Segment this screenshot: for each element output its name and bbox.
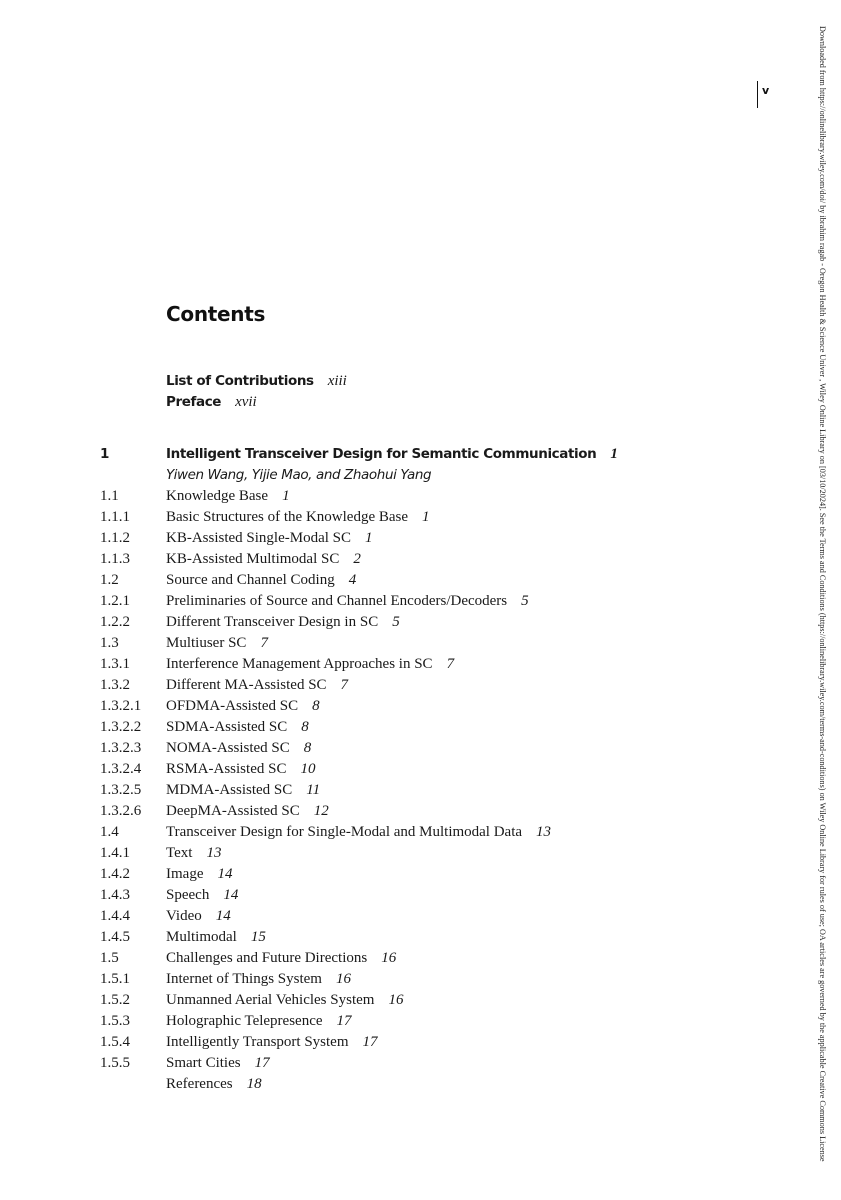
- section-number: 1.5.2: [100, 992, 130, 1008]
- toc-entry[interactable]: [100, 801, 720, 822]
- entry-page: xvii: [235, 394, 257, 410]
- section-title: SDMA-Assisted SC: [166, 719, 288, 735]
- section-title: Multiuser SC: [166, 635, 247, 651]
- section-number: 1.1.1: [100, 509, 130, 525]
- section-number: 1.2.1: [100, 593, 130, 609]
- section-number: 1.3.1: [100, 656, 130, 672]
- section-title: Transceiver Design for Single-Modal and Multimodal Data: [166, 824, 523, 840]
- toc-entry[interactable]: [100, 990, 720, 1011]
- section-number: 1.4.3: [100, 887, 130, 903]
- section-page: 4: [348, 572, 357, 588]
- toc-entry[interactable]: [100, 822, 720, 843]
- section-number: 1.3: [100, 635, 119, 651]
- section-title: Knowledge Base: [166, 488, 269, 504]
- table-of-contents: [100, 444, 720, 1095]
- page-number: v: [762, 84, 770, 97]
- entry-title: List of Contributions: [166, 373, 314, 389]
- toc-entry[interactable]: [100, 633, 720, 654]
- toc-entry[interactable]: [100, 696, 720, 717]
- toc-entry[interactable]: [100, 1032, 720, 1053]
- section-number: 1.1.2: [100, 530, 130, 546]
- section-number: 1.2.2: [100, 614, 130, 630]
- section-title: Holographic Telepresence: [166, 1013, 323, 1029]
- section-number: 1.3.2.6: [100, 803, 142, 819]
- page-number-rule: [757, 81, 758, 108]
- toc-entry[interactable]: [100, 969, 720, 990]
- toc-entry[interactable]: [100, 507, 720, 528]
- section-title: NOMA-Assisted SC: [166, 740, 290, 756]
- section-page: 1: [365, 530, 373, 546]
- chapter-title: Intelligent Transceiver Design for Semantic Communication: [166, 446, 597, 462]
- section-title: OFDMA-Assisted SC: [166, 698, 299, 714]
- section-page: 7: [260, 635, 268, 651]
- toc-entry[interactable]: [100, 675, 720, 696]
- section-number: 1.3.2: [100, 677, 130, 693]
- section-page: 17: [254, 1055, 270, 1071]
- section-list: [100, 486, 720, 1095]
- section-page: 2: [353, 551, 361, 567]
- toc-entry[interactable]: [100, 780, 720, 801]
- section-page: 12: [313, 803, 329, 819]
- section-page: 8: [312, 698, 320, 714]
- section-page: 7: [340, 677, 349, 693]
- section-title: DeepMA-Assisted SC: [166, 803, 300, 819]
- section-page: 1: [282, 488, 290, 504]
- toc-entry[interactable]: [100, 1074, 720, 1095]
- section-page: 17: [362, 1034, 378, 1050]
- section-page: 5: [521, 593, 529, 609]
- toc-entry[interactable]: [100, 948, 720, 969]
- section-page: 10: [300, 761, 316, 777]
- toc-entry[interactable]: [100, 927, 720, 948]
- toc-entry[interactable]: [100, 843, 720, 864]
- toc-entry-front-matter[interactable]: [166, 390, 347, 411]
- section-page: 8: [301, 719, 309, 735]
- section-title: Different Transceiver Design in SC: [166, 614, 379, 630]
- section-number: 1.4.5: [100, 929, 130, 945]
- section-title: Video: [166, 908, 202, 924]
- section-number: 1.5: [100, 950, 119, 966]
- chapter-page: 1: [610, 446, 618, 462]
- section-page: 16: [381, 950, 397, 966]
- section-page: 14: [217, 866, 233, 882]
- toc-entry[interactable]: [100, 591, 720, 612]
- section-page: 16: [388, 992, 404, 1008]
- section-number: 1.3.2.2: [100, 719, 142, 735]
- toc-entry[interactable]: [100, 717, 720, 738]
- section-title: Interference Management Approaches in SC: [166, 656, 433, 672]
- chapter-number: 1: [100, 446, 110, 462]
- toc-entry[interactable]: [100, 864, 720, 885]
- section-number: 1.5.4: [100, 1034, 130, 1050]
- section-title: Image: [166, 866, 204, 882]
- section-page: 18: [246, 1076, 262, 1092]
- entry-title: Preface: [166, 394, 222, 410]
- toc-entry[interactable]: [100, 759, 720, 780]
- toc-entry[interactable]: [100, 906, 720, 927]
- download-notice: Downloaded from https://onlinelibrary.wiley.com/doi/ by ibrahim ragab - Oregon Health & Science Univer , Wiley Online Library on [03/10/2024]. See the Terms and Conditions (https://onlinelibrary.wiley.com/terms-and-conditions) on Wiley Online Library for rules of use; OA articles are governed by the applicable Creative Commons License: [818, 26, 827, 1162]
- section-number: 1.5.5: [100, 1055, 130, 1071]
- section-title: Unmanned Aerial Vehicles System: [166, 992, 375, 1008]
- section-number: 1.5.3: [100, 1013, 130, 1029]
- section-page: 7: [446, 656, 455, 672]
- section-title: Preliminaries of Source and Channel Encoders/Decoders: [166, 593, 508, 609]
- toc-entry[interactable]: [100, 738, 720, 759]
- section-page: 13: [536, 824, 552, 840]
- chapter-authors: Yiwen Wang, Yijie Mao, and Zhaohui Yang: [166, 467, 432, 483]
- toc-entry-chapter[interactable]: [100, 444, 720, 465]
- section-number: 1.3.2.5: [100, 782, 142, 798]
- section-page: 1: [422, 509, 430, 525]
- toc-entry[interactable]: [100, 528, 720, 549]
- section-number: 1.1.3: [100, 551, 130, 567]
- section-number: 1.2: [100, 572, 119, 588]
- section-number: 1.1: [100, 488, 119, 504]
- toc-entry[interactable]: [100, 486, 720, 507]
- toc-entry[interactable]: [100, 885, 720, 906]
- section-number: 1.3.2.3: [100, 740, 142, 756]
- section-page: 14: [223, 887, 239, 903]
- toc-entry[interactable]: [100, 570, 720, 591]
- section-title: Internet of Things System: [166, 971, 322, 987]
- section-title: Smart Cities: [166, 1055, 241, 1071]
- section-page: 11: [306, 782, 321, 798]
- toc-entry[interactable]: [100, 654, 720, 675]
- toc-entry[interactable]: [100, 1053, 720, 1074]
- front-matter-list: [166, 369, 347, 411]
- section-number: 1.4.1: [100, 845, 130, 861]
- toc-entry[interactable]: [100, 612, 720, 633]
- section-title: References: [166, 1076, 233, 1092]
- toc-entry[interactable]: [100, 549, 720, 570]
- chapter-authors-row: [100, 465, 720, 486]
- section-number: 1.3.2.4: [100, 761, 142, 777]
- section-number: 1.5.1: [100, 971, 130, 987]
- entry-page: xiii: [327, 373, 347, 389]
- section-page: 17: [336, 1013, 352, 1029]
- section-number: 1.4.2: [100, 866, 130, 882]
- toc-entry-front-matter[interactable]: [166, 369, 347, 390]
- section-title: Text: [166, 845, 193, 861]
- section-title: Speech: [166, 887, 210, 903]
- section-title: Different MA-Assisted SC: [166, 677, 327, 693]
- section-page: 14: [215, 908, 231, 924]
- section-page: 16: [335, 971, 351, 987]
- section-page: 8: [303, 740, 312, 756]
- section-title: KB-Assisted Single-Modal SC: [166, 530, 352, 546]
- page-title: Contents: [166, 302, 266, 326]
- section-number: 1.4.4: [100, 908, 130, 924]
- section-title: Intelligently Transport System: [166, 1034, 349, 1050]
- section-title: Multimodal: [166, 929, 237, 945]
- section-title: MDMA-Assisted SC: [166, 782, 293, 798]
- section-page: 13: [206, 845, 222, 861]
- section-title: Basic Structures of the Knowledge Base: [166, 509, 409, 525]
- section-title: KB-Assisted Multimodal SC: [166, 551, 340, 567]
- section-title: RSMA-Assisted SC: [166, 761, 287, 777]
- section-title: Source and Channel Coding: [166, 572, 335, 588]
- section-number: 1.3.2.1: [100, 698, 142, 714]
- section-title: Challenges and Future Directions: [166, 950, 368, 966]
- section-page: 15: [250, 929, 266, 945]
- section-page: 5: [392, 614, 400, 630]
- toc-entry[interactable]: [100, 1011, 720, 1032]
- section-number: 1.4: [100, 824, 119, 840]
